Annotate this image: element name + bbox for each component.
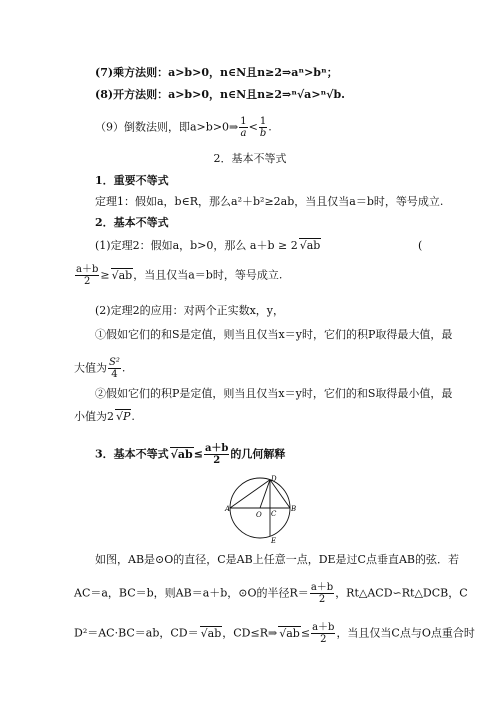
section-title: 2．基本不等式 [213,152,287,165]
case-2-end: . [131,410,135,423]
s3-heading-frac [204,443,229,466]
explanation-line-2-den: 2 [318,594,326,605]
law-9-frac-2-den: b [259,128,267,139]
explanation-line-3-leq: ≤ [300,626,311,640]
s3-heading-prefix: 3．基本不等式 [95,447,169,461]
heading-geometric-interpretation [95,443,285,466]
label-a: A [225,505,231,513]
law-9-lt: < [248,120,258,134]
s3-heading-leq: ≤ [193,447,203,461]
label-d: D [271,475,277,483]
case-2-line-2 [74,410,135,424]
label-o: O [256,511,262,519]
law-8: (8)开方法则：a>b>0，n∈N且n≥2⇒ⁿ√a>ⁿ√b. [95,88,345,101]
theorem-2-cont [74,264,282,287]
case-1-frac [108,357,121,380]
law-9-frac-2 [259,116,267,139]
case-1-den: 4 [111,369,118,380]
segment-od [260,480,270,508]
explanation-line-3-mid: ，CD≤R⇒ [222,626,278,640]
circle-diagram [220,470,300,546]
explanation-line-3-prefix: D²＝AC·BC＝ab，CD＝ [74,626,199,640]
s3-heading-num: a＋b [204,443,229,454]
segment-bd [270,480,290,508]
s3-heading-suffix: 的几何解释 [230,447,286,461]
explanation-line-2-suffix: ，Rt△ACD∽Rt△DCB，C [335,586,468,600]
theorem-2-sqrt: √ab [299,239,321,252]
explanation-line-3-sqrt-1: √ab [200,626,222,640]
s3-heading-sqrt: √ab [170,447,193,461]
law-7: (7)乘方法则：a>b>0，n∈N且n≥2⇒aⁿ>bⁿ； [95,66,338,79]
law-9-frac-2-num: 1 [259,116,267,127]
theorem-2-prefix: (1)定理2：假如a，b>0，那么 a＋b ≥ 2 [95,239,298,252]
heading-basic-inequality: 2．基本不等式 [95,216,169,229]
case-2-sqrt-content: P [123,410,131,423]
theorem-2-cont-sqrt-content: ab [118,268,133,282]
explanation-line-3-sqrt-1-content: ab [207,626,222,640]
label-e: E [271,537,277,545]
case-2-prefix: 小值为2 [74,410,114,423]
explanation-line-3-num: a＋b [312,622,335,633]
law-9 [95,116,272,139]
explanation-line-3 [74,622,475,645]
case-1-end: . [121,361,126,375]
explanation-line-3-frac [311,622,335,645]
case-2-line-1: ②假如它们的积P是定值，则当且仅当x＝y时，它们的和S取得最小值，最 [95,387,453,400]
theorem-2-cont-num: a＋b [76,264,99,275]
explanation-line-3-den: 2 [320,634,327,645]
case-2-sqrt: √P [116,410,131,423]
explanation-line-2-frac [310,582,334,605]
label-c: C [271,510,277,518]
theorem-2-cont-rest: ，当且仅当a＝b时，等号成立. [133,268,283,282]
explanation-line-3-suffix: ，当且仅当C点与O点重合时 [336,626,475,640]
s3-heading-sqrt-content: ab [177,447,193,461]
law-9-frac-1-num: 1 [240,116,247,127]
application-intro: (2)定理2的应用：对两个正实数x，y， [95,304,284,317]
theorem-2-sqrt-content: ab [306,239,321,252]
explanation-line-2-num: a＋b [310,582,334,593]
explanation-line-1: 如图，AB是⊙O的直径，C是AB上任意一点，DE是过C点垂直AB的弦．若 [95,553,459,566]
explanation-line-3-sqrt-2: √ab [279,626,300,640]
theorem-1: 定理1：假如a，b∈R，那么a²＋b²≥2ab，当且仅当a＝b时，等号成立. [95,195,444,208]
explanation-line-2-prefix: AC＝a，BC＝b，则AB＝a＋b，⊙O的半径R＝ [74,586,309,600]
explanation-line-2 [74,582,468,605]
case-1-line-1: ①假如它们的和S是定值，则当且仅当x＝y时，它们的积P取得最大值，最 [95,328,453,341]
theorem-2-cont-frac [75,264,99,287]
law-9-frac-1 [239,116,247,139]
theorem-2-paren: ( [418,239,423,252]
law-9-prefix: （9）倒数法则，即a>b>0⇒ [95,120,239,134]
case-1-line-2 [74,357,125,380]
law-9-frac-1-den: a [240,128,247,139]
heading-important-inequality: 1．重要不等式 [95,174,169,187]
theorem-2-cont-geq: ≥ [100,268,110,282]
case-1-num: S² [109,357,120,368]
law-9-end: . [268,120,272,134]
label-b: B [291,505,297,513]
s3-heading-den: 2 [213,455,221,466]
case-1-prefix: 大值为 [74,361,107,375]
explanation-line-3-sqrt-2-content: ab [286,626,300,640]
theorem-2 [95,239,321,253]
segment-ad [230,480,270,508]
theorem-2-cont-sqrt: √ab [111,268,133,282]
theorem-2-cont-den: 2 [84,276,91,287]
